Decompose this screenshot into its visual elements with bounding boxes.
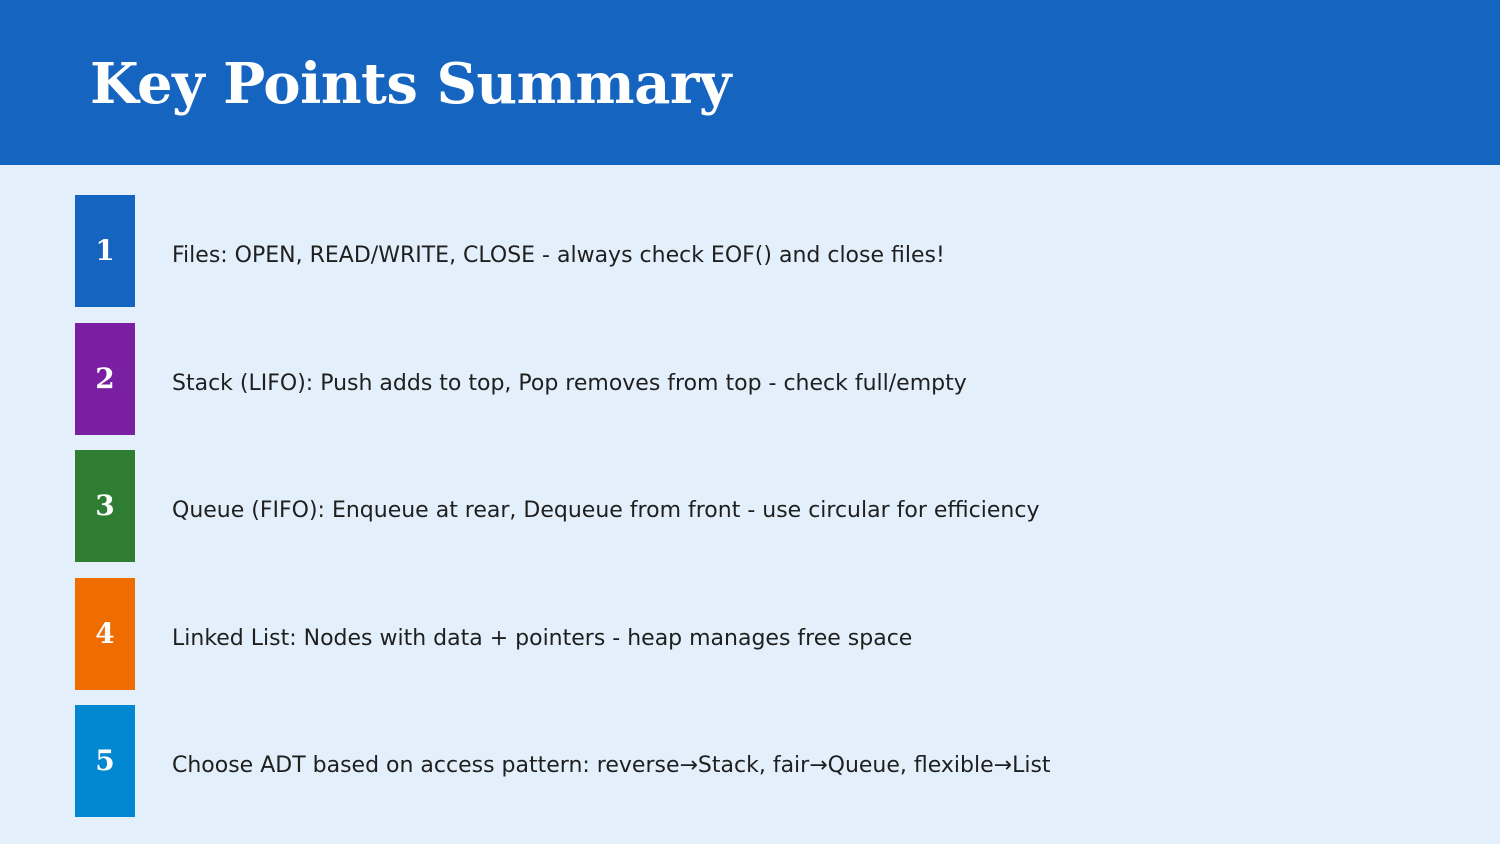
point-text: Choose ADT based on access pattern: reverse→Stack, fair→Queue, flexible→List: [172, 753, 1051, 778]
point-number: 2: [95, 362, 115, 395]
key-point-3: [75, 450, 1375, 562]
point-number: 3: [95, 489, 115, 522]
point-number-badge: [75, 323, 135, 435]
point-number: 4: [95, 617, 115, 650]
point-number-badge: [75, 450, 135, 562]
key-point-2: [75, 323, 1375, 435]
point-number-badge: [75, 578, 135, 690]
slide-title: Key Points Summary: [90, 51, 731, 117]
header-bar: [0, 0, 1500, 165]
point-number-badge: [75, 705, 135, 817]
point-text: Stack (LIFO): Push adds to top, Pop removes from top - check full/empty: [172, 371, 967, 396]
point-number-badge: [75, 195, 135, 307]
key-point-5: [75, 705, 1375, 817]
point-number: 1: [95, 234, 115, 267]
point-text: Files: OPEN, READ/WRITE, CLOSE - always check EOF() and close files!: [172, 243, 945, 268]
point-number: 5: [95, 744, 115, 777]
point-text: Linked List: Nodes with data + pointers - heap manages free space: [172, 626, 913, 651]
key-point-4: [75, 578, 1375, 690]
key-point-1: [75, 195, 1375, 307]
point-text: Queue (FIFO): Enqueue at rear, Dequeue from front - use circular for efficiency: [172, 498, 1040, 523]
